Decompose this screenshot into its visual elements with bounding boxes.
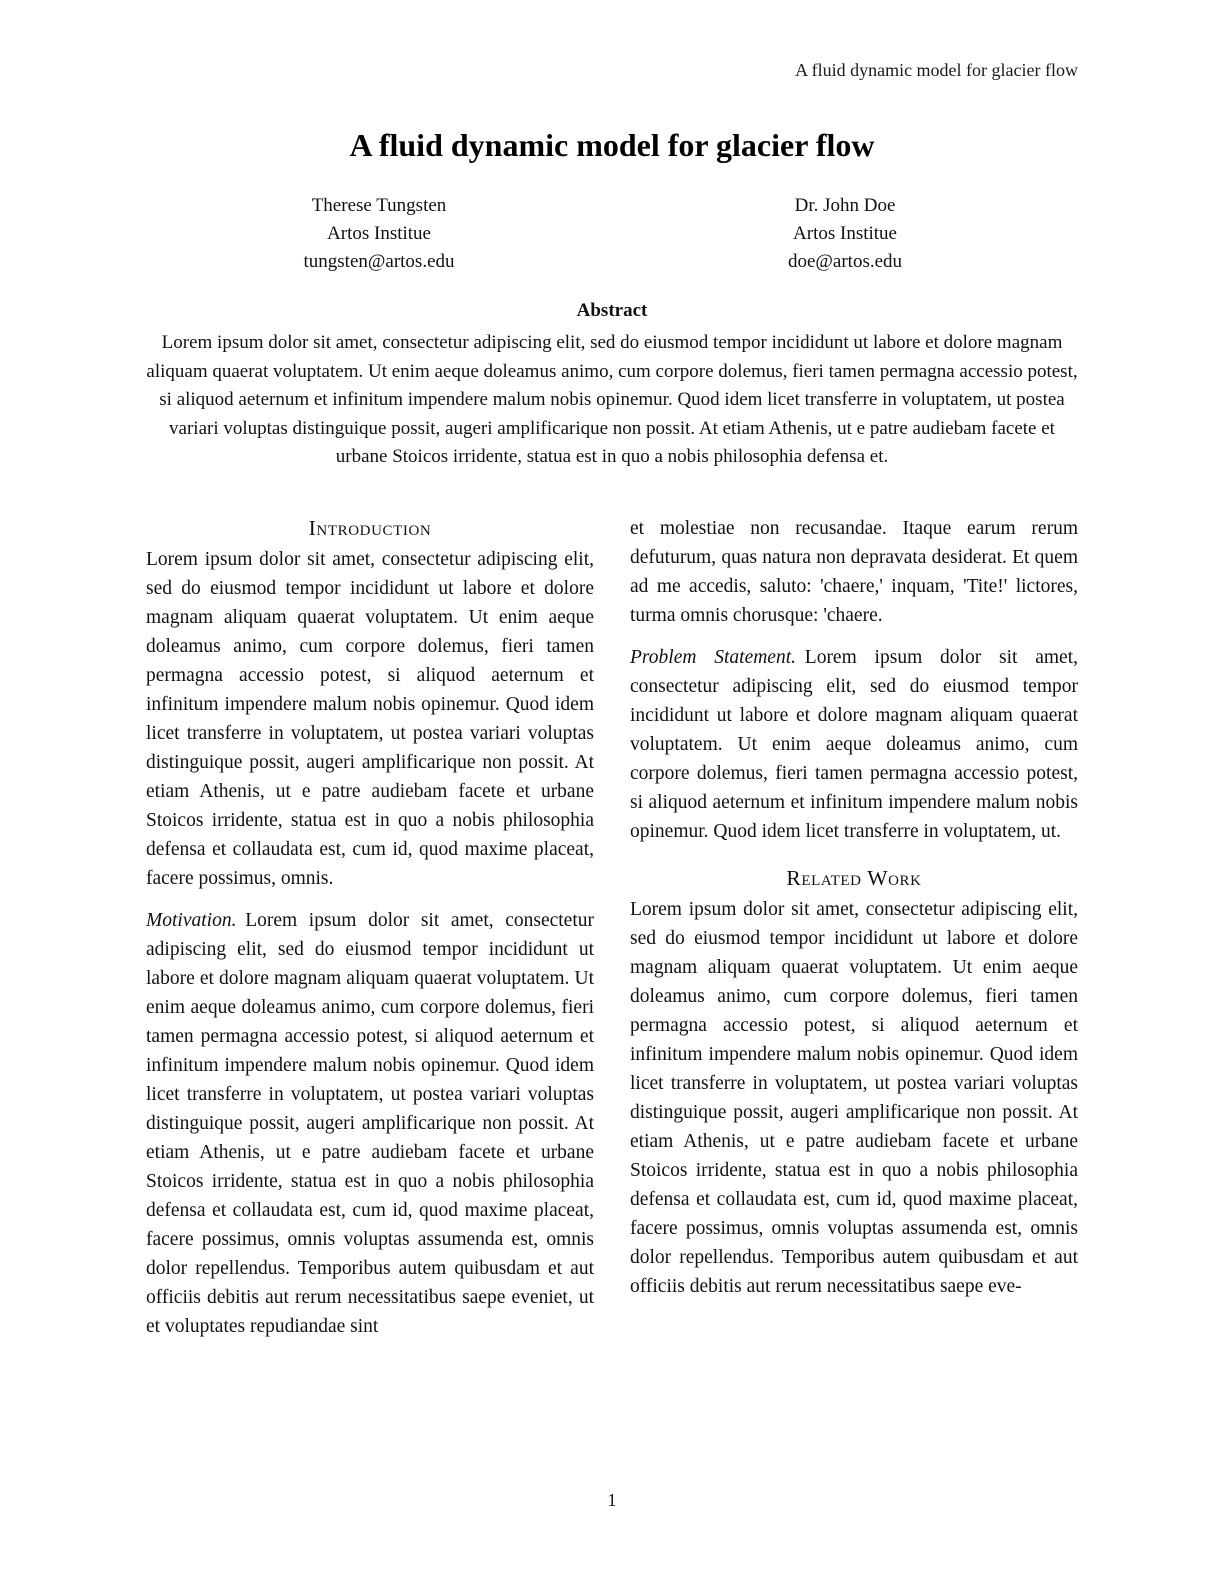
motivation-paragraph-text: Lorem ipsum dolor sit amet, consectetur adipiscing elit, sed do eiusmod tempor incididunt ut labore et dolore magnam aliquam quaerat voluptatem. Ut enim aeque doleamus animo, cum corpore dolemus, fieri tamen permagna accessio potest, si aliquod aeternum et infinitum impendere malum nobis opinemur. Quod idem licet transferre in voluptatem, ut postea variari voluptas distinguique possit, augeri amplificarique non possit. At etiam Athenis, ut e patre audiebam facete et urbane Stoicos irridente, statua est in quo a nobis philosophia defensa et collaudata est, cum id, quod maxime placeat, facere possimus, omnis voluptas assumenda est, omnis dolor repellendus. Temporibus autem quibusdam et aut officiis debitis aut rerum necessitatibus saepe eveniet, ut et voluptates repudiandae sint <box>146 909 594 1337</box>
problem-statement-run-in-label: Problem Statement. <box>630 646 797 668</box>
left-column <box>146 514 594 1341</box>
author-2-affiliation: Artos Institue <box>793 223 897 244</box>
section-heading-introduction: Introduction <box>308 515 432 540</box>
two-column-body <box>146 514 1078 1341</box>
motivation-paragraph <box>146 906 594 1341</box>
section-heading-related-work: Related Work <box>786 865 922 890</box>
author-2 <box>612 192 1078 276</box>
right-column <box>630 514 1078 1341</box>
abstract-heading: Abstract <box>576 300 648 321</box>
author-1-affiliation: Artos Institue <box>327 223 431 244</box>
motivation-run-in-label: Motivation. <box>146 909 237 931</box>
author-1 <box>146 192 612 276</box>
abstract-section <box>146 298 1078 472</box>
author-2-name: Dr. John Doe <box>794 195 896 216</box>
page-number: 1 <box>607 1490 617 1510</box>
paper-title: A fluid dynamic model for glacier flow <box>349 127 875 163</box>
author-block <box>146 192 1078 276</box>
problem-statement-paragraph-text: Lorem ipsum dolor sit amet, consectetur adipiscing elit, sed do eiusmod tempor incididunt ut labore et dolore magnam aliquam quaerat voluptatem. Ut enim aeque doleamus animo, cum corpore dolemus, fieri tamen permagna accessio potest, si aliquod aeternum et infinitum impendere malum nobis opinemur. Quod idem licet transferre in voluptatem, ut. <box>630 646 1079 842</box>
problem-statement-paragraph <box>630 643 1078 846</box>
motivation-paragraph-continuation: et molestiae non recusandae. Itaque earum rerum defuturum, quas natura non depravata desiderat. Et quem ad me accedis, saluto: 'chaere,' inquam, 'Tite!' lictores, turma omnis chorusque: 'chaere. <box>630 517 1078 626</box>
related-work-paragraph: Lorem ipsum dolor sit amet, consectetur adipiscing elit, sed do eiusmod tempor incididunt ut labore et dolore magnam aliquam quaerat voluptatem. Ut enim aeque doleamus animo, cum corpore dolemus, fieri tamen permagna accessio potest, si aliquod aeternum et infinitum impendere malum nobis opinemur. Quod idem licet transferre in voluptatem, ut postea variari voluptas distinguique possit, augeri amplificarique non possit. At etiam Athenis, ut e patre audiebam facete et urbane Stoicos irridente, statua est in quo a nobis philosophia defensa et collaudata est, cum id, quod maxime placeat, facere possimus, omnis voluptas assumenda est, omnis dolor repellendus. Temporibus autem quibusdam et aut officiis debitis aut rerum necessitatibus saepe eve- <box>630 898 1078 1297</box>
author-1-name: Therese Tungsten <box>311 195 447 216</box>
introduction-paragraph: Lorem ipsum dolor sit amet, consectetur adipiscing elit, sed do eiusmod tempor incididunt ut labore et dolore magnam aliquam quaerat voluptatem. Ut enim aeque doleamus animo, cum corpore dolemus, fieri tamen permagna accessio potest, si aliquod aeternum et infinitum impendere malum nobis opinemur. Quod idem licet transferre in voluptatem, ut postea variari voluptas distinguique possit, augeri amplificarique non possit. At etiam Athenis, ut e patre audiebam facete et urbane Stoicos irridente, statua est in quo a nobis philosophia defensa et collaudata est, cum id, quod maxime placeat, facere possimus, omnis. <box>146 548 594 889</box>
author-1-email: tungsten@artos.edu <box>303 251 455 272</box>
running-header: A fluid dynamic model for glacier flow <box>795 60 1078 80</box>
author-2-email: doe@artos.edu <box>787 251 903 272</box>
abstract-text: Lorem ipsum dolor sit amet, consectetur adipiscing elit, sed do eiusmod tempor incididunt ut labore et dolore magnam aliquam quaerat voluptatem. Ut enim aeque doleamus animo, cum corpore dolemus, fieri tamen permagna accessio potest, si aliquod aeternum et infinitum impendere malum nobis opinemur. Quod idem licet transferre in voluptatem, ut postea variari voluptas distinguique possit, augeri amplificarique non possit. At etiam Athenis, ut e patre audiebam facete et urbane Stoicos irridente, statua est in quo a nobis philosophia defensa et. <box>146 332 1078 467</box>
